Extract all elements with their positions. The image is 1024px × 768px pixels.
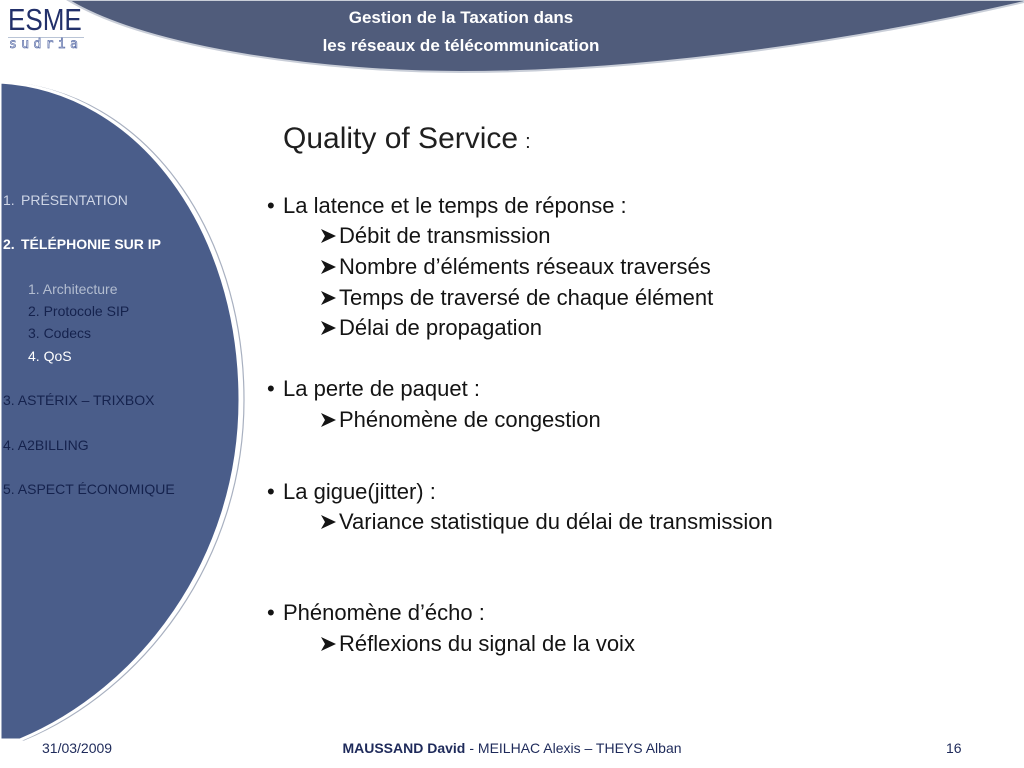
bullet-text: La perte de paquet :	[283, 376, 480, 401]
arrowhead-right-icon	[320, 412, 337, 428]
sub-item-text: Réflexions du signal de la voix	[339, 631, 635, 656]
sub-item-text: Délai de propagation	[339, 315, 543, 340]
sub-item-text: Débit de transmission	[339, 223, 551, 248]
bullet-glyph: •	[267, 600, 275, 625]
arrowhead-right-icon	[320, 290, 337, 306]
logo-esme: ESME	[8, 2, 82, 37]
sidebar-panel	[0, 82, 240, 740]
sub-item-text: Temps de traversé de chaque élément	[339, 285, 714, 310]
bullet-glyph: •	[267, 479, 275, 504]
sidebar-item-label: TÉLÉPHONIE SUR IP	[21, 236, 162, 252]
sidebar-item-label: PRÉSENTATION	[21, 192, 128, 208]
arrowhead-right-icon	[320, 259, 337, 275]
page-number: 16	[946, 740, 962, 756]
sidebar-subitem-qos[interactable]: 4. QoS	[28, 348, 72, 364]
footer-date: 31/03/2009	[42, 740, 113, 756]
sub-item-text: Nombre d’éléments réseaux traversés	[339, 254, 711, 279]
sidebar-subitem-codecs[interactable]: 3. Codecs	[28, 325, 92, 341]
sidebar-item-number: 2.	[3, 236, 15, 252]
bullet-text: Phénomène d’écho :	[283, 600, 485, 625]
arrowhead-right-icon	[320, 514, 337, 530]
bullet-text: La gigue(jitter) :	[283, 479, 436, 504]
sidebar-subitem-protocole-sip[interactable]: 2. Protocole SIP	[28, 303, 130, 319]
sub-item-text: Phénomène de congestion	[339, 407, 601, 432]
sidebar-item-aspect-economique[interactable]: 5. ASPECT ÉCONOMIQUE	[3, 481, 175, 497]
slide-title-colon: :	[525, 131, 531, 153]
bullet-glyph: •	[267, 193, 275, 218]
sidebar-item-asterix[interactable]: 3. ASTÉRIX – TRIXBOX	[3, 392, 155, 408]
header-title-line2: les réseaux de télécommunication	[322, 36, 600, 55]
arrowhead-right-icon	[320, 228, 337, 244]
slide-title-text: Quality of Service	[283, 122, 519, 155]
sub-item-text: Variance statistique du délai de transmission	[339, 509, 773, 534]
footer-authors-rest: - MEILHAC Alexis – THEYS Alban	[469, 740, 682, 756]
bullet-text: La latence et le temps de réponse :	[283, 193, 627, 218]
footer-author-lead: MAUSSAND David	[342, 740, 466, 756]
sidebar-subitem-architecture[interactable]: 1. Architecture	[28, 281, 118, 297]
arrowhead-right-icon	[320, 636, 337, 652]
slide-title	[283, 121, 531, 160]
header-title-line1: Gestion de la Taxation dans	[348, 8, 574, 27]
sidebar-item-number: 1.	[3, 192, 15, 208]
arrowhead-right-icon	[320, 320, 337, 336]
bullet-glyph: •	[267, 376, 275, 401]
footer-authors	[262, 739, 762, 757]
sidebar-item-a2billing[interactable]: 4. A2BILLING	[3, 437, 89, 453]
logo-sudria: sudria	[9, 37, 83, 52]
